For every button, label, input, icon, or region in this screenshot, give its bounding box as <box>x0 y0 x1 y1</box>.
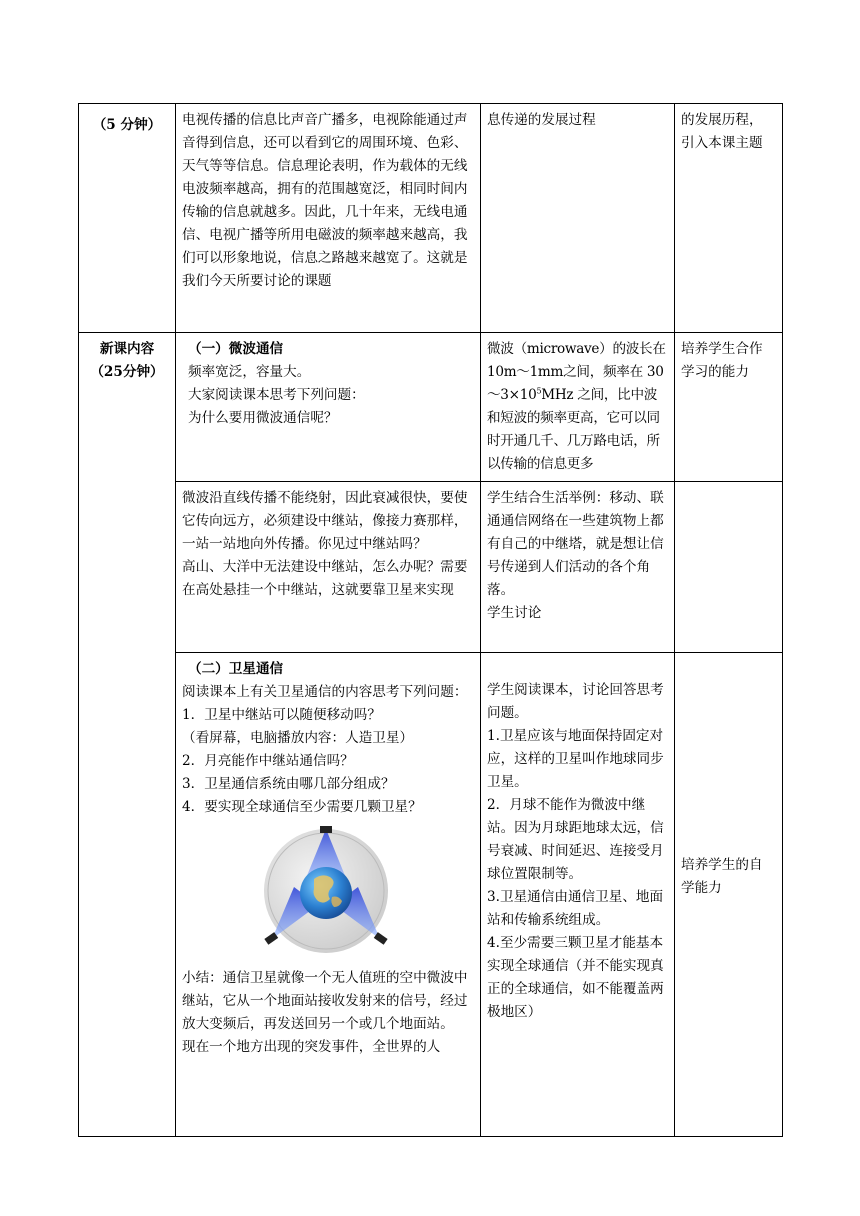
student-line: 学生阅读课本，讨论回答思考问题。 <box>487 682 664 721</box>
teacher-line: 阅读课本上有关卫星通信的内容思考下列问题： <box>182 684 468 700</box>
student-line: 学生结合生活举例：移动、联通通信网络在一些建筑物上都有自己的中继塔，就是想让信号传递到人们活动的各个角落。 <box>487 490 664 598</box>
teacher-line: 大家阅读课本思考下列问题： <box>188 387 365 403</box>
teacher-line: 1．卫星中继站可以随便移动吗？ <box>182 707 381 723</box>
student-line: 4.至少需要三颗卫星才能基本实现全球通信（并不能实现真正的全球通信，如不能覆盖两极地区） <box>487 935 664 1020</box>
lesson-plan-table <box>78 103 783 1137</box>
intent-text: 的发展历程，引入本课主题 <box>681 112 763 151</box>
student-text: 微波（microwave）的波长在10m～1mm之间，频率在 30～3×10 <box>487 341 666 403</box>
student-line: 学生讨论 <box>487 605 542 621</box>
student-text: MHz 之间，比中波和短波的频率更高，它可以同时开通几千、几万路电话，所以传输的信息更多 <box>487 387 660 472</box>
stage-cell <box>79 333 176 1137</box>
satellite-coverage-figure <box>258 823 394 955</box>
summary-line: 现在一个地方出现的突发事件，全世界的人 <box>182 1039 441 1055</box>
table-row <box>79 653 783 1137</box>
student-activity-cell <box>481 104 675 333</box>
student-activity-cell <box>481 482 675 653</box>
teacher-text: 电视传播的信息比声音广播多，电视除能通过声音得到信息，还可以看到它的周围环境、色彩、天气等等信息。信息理论表明，作为载体的无线电波频率越高，拥有的范围越宽泛，相同时间内传输的信息就越多。因此，几十年来，无线电通信、电视广播等所用电磁波的频率越来越高，我们可以形象地说，信息之路越来越宽了。这就是我们今天所要讨论的课题 <box>182 112 468 289</box>
teacher-line: 2．月亮能作中继站通信吗？ <box>182 753 354 769</box>
table-row <box>79 482 783 653</box>
teacher-line: 高山、大洋中无法建设中继站，怎么办呢？需要在高处悬挂一个中继站，这就要靠卫星来实现 <box>182 559 468 598</box>
intent-text: 培养学生合作学习的能力 <box>681 341 763 380</box>
teacher-line: 频率宽泛，容量大。 <box>188 364 311 380</box>
section-heading: （二）卫星通信 <box>188 661 284 677</box>
teacher-activity-cell <box>176 653 481 1137</box>
design-intent-cell <box>675 104 783 333</box>
intent-text: 培养学生的自学能力 <box>681 856 763 896</box>
teacher-activity-cell <box>176 482 481 653</box>
student-activity-cell <box>481 653 675 1137</box>
satellite-figure <box>182 823 474 955</box>
exponent: 5 <box>536 386 542 396</box>
student-text: 息传递的发展过程 <box>487 112 596 128</box>
section-heading: （一）微波通信 <box>188 341 284 357</box>
stage-cell <box>79 104 176 333</box>
design-intent-cell <box>675 333 783 482</box>
teacher-line: （看屏幕，电脑播放内容：人造卫星） <box>182 730 414 746</box>
teacher-line: 微波沿直线传播不能绕射，因此衰减很快，要使它传向远方，必须建设中继站，像接力赛那样，一站一站地向外传播。你见过中继站吗？ <box>182 490 468 552</box>
student-activity-cell <box>481 333 675 482</box>
design-intent-cell <box>675 653 783 1137</box>
stage-label: （5 分钟） <box>92 117 162 133</box>
table-row <box>79 333 783 482</box>
student-line: 2．月球不能作为微波中继站。因为月球距地球太远，信号衰减、时间延迟、连接受月球位置限制等。 <box>487 797 664 882</box>
teacher-activity-cell <box>176 104 481 333</box>
student-line: 1.卫星应该与地面保持固定对应，这样的卫星叫作地球同步卫星。 <box>487 728 664 790</box>
stage-label: 新课内容（25分钟） <box>90 341 164 380</box>
design-intent-cell <box>675 482 783 653</box>
table-row <box>79 104 783 333</box>
student-line: 3.卫星通信由通信卫星、地面站和传输系统组成。 <box>487 889 664 928</box>
teacher-line: 3．卫星通信系统由哪几部分组成？ <box>182 776 395 792</box>
teacher-activity-cell <box>176 333 481 482</box>
satellite-top <box>320 826 332 833</box>
teacher-line: 为什么要用微波通信呢？ <box>188 410 338 426</box>
summary-line: 小结：通信卫星就像一个无人值班的空中微波中继站，它从一个地面站接收发射来的信号，经过放大变频后，再发送回另一个或几个地面站。 <box>182 970 468 1032</box>
teacher-line: 4．要实现全球通信至少需要几颗卫星？ <box>182 799 422 815</box>
